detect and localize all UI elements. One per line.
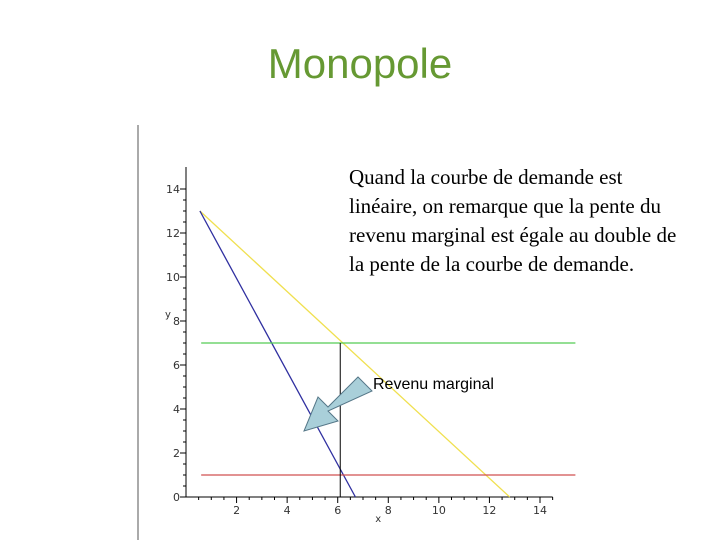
y-axis-label: y	[165, 309, 171, 321]
x-tick-label: 2	[233, 504, 241, 517]
x-tick-label: 6	[334, 504, 342, 517]
x-tick-label: 4	[283, 504, 291, 517]
slide-title: Monopole	[267, 40, 453, 87]
y-tick-label: 14	[166, 183, 180, 196]
x-tick-label: 8	[384, 504, 392, 517]
y-tick-label: 4	[173, 403, 180, 416]
x-tick-label: 14	[533, 504, 547, 517]
callout-label: Revenu marginal	[373, 376, 494, 393]
x-axis-label: x	[375, 514, 382, 525]
y-tick-label: 2	[173, 447, 180, 460]
y-tick-label: 0	[173, 491, 180, 504]
marginal-revenue-line	[200, 211, 356, 497]
x-tick-label: 10	[431, 504, 446, 517]
y-tick-label: 10	[166, 271, 180, 284]
callout-arrow-icon	[304, 377, 372, 431]
explanation-text: Quand la courbe de demande est linéaire, on remarque que la pente du revenu marginal est égale au double de la pente de la courbe de demande.	[349, 163, 679, 279]
x-tick-label: 12	[482, 504, 497, 517]
y-tick-label: 6	[173, 359, 180, 372]
y-tick-label: 8	[173, 315, 180, 328]
y-tick-label: 12	[166, 227, 180, 240]
